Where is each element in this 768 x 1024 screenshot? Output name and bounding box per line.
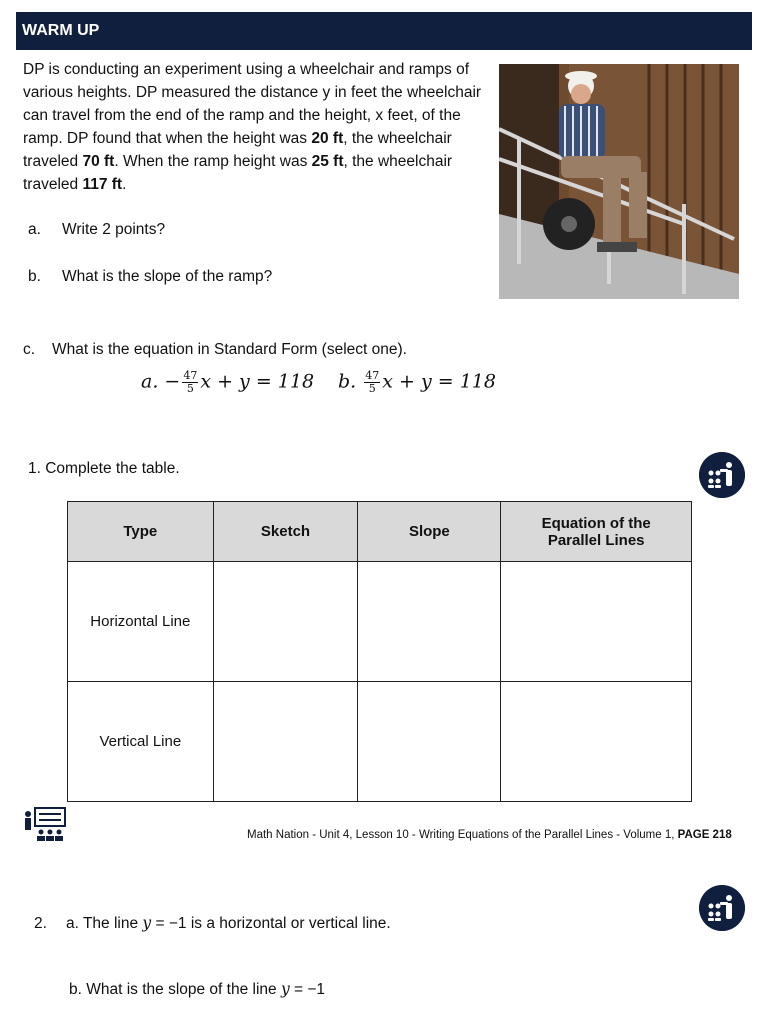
numerator: 47 [365,369,380,382]
question-text: 1. Complete the table. [28,460,180,477]
choice-a[interactable] [141,370,314,395]
intro-text: , the wheelchair traveled [23,130,452,170]
question-number: 2. [34,915,47,932]
choice-sign: − [164,370,181,393]
table-cell-equation[interactable] [501,682,692,802]
fraction [364,370,380,395]
teacher-class-icon [22,806,68,842]
table-cell-slope[interactable] [358,682,501,802]
table-row [68,682,692,802]
table-cell-slope[interactable] [358,562,501,682]
wheelchair-ramp-photo [499,64,739,299]
intro-value: 70 ft [82,153,115,170]
page-footer [247,829,732,841]
table-cell-equation[interactable] [501,562,692,682]
denominator: 5 [368,382,376,395]
table-header: Type [68,502,214,562]
math-variable: y [142,914,152,932]
table-cell-sketch[interactable] [213,562,358,682]
choice-expression: x + y = 118 [382,370,496,393]
question-1 [28,460,180,478]
question-text: Write 2 points? [62,221,166,238]
page-number: PAGE 218 [677,829,732,841]
table-header: Equation of the Parallel Lines [501,502,692,562]
denominator: 5 [186,382,194,395]
question-c [23,341,407,359]
fraction [182,370,198,395]
group-work-icon [699,452,745,498]
intro-text: . [122,176,127,193]
intro-value: 20 ft [311,130,344,147]
choice-label: b. [338,370,357,393]
table-cell-sketch[interactable] [213,682,358,802]
table-header: Sketch [213,502,358,562]
table-header: Slope [358,502,501,562]
table-cell: Horizontal Line [68,562,214,682]
intro-text: . When the ramp height was [114,153,312,170]
math-variable: y [280,980,290,998]
question-text: a. The line [66,915,143,932]
question-b [28,268,272,286]
choice-expression: x + y = 118 [200,370,315,393]
question-a [28,221,165,239]
question-text: What is the equation in Standard Form (select one). [52,341,407,358]
lines-table [67,501,692,802]
intro-paragraph [23,58,485,196]
question-text: b. What is the slope of the line [69,981,281,998]
question-label: c. [23,341,36,358]
table-row [68,562,692,682]
table-cell: Vertical Line [68,682,214,802]
table-header-row [68,502,692,562]
choice-label: a. [141,370,159,393]
question-label: b. [28,268,41,285]
footer-text: Math Nation - Unit 4, Lesson 10 - Writing Equations of the Parallel Lines - Volume 1, [247,829,678,841]
question-label: a. [28,221,41,238]
group-work-icon [699,885,745,931]
numerator: 47 [183,369,198,382]
question-text: = −1 is a horizontal or vertical line. [151,915,391,932]
intro-text: , the wheelchair traveled [23,153,453,193]
intro-text: DP is conducting an experiment using a wheelchair and ramps of various heights. DP measured the distance y in feet the wheelchair can travel from the end of the ramp and the height, x feet, of the ramp. DP found that when the height was [23,61,482,147]
banner-title: WARM UP [22,22,100,39]
intro-value: 117 ft [82,176,123,193]
warm-up-banner [16,12,752,50]
question-2b [69,980,325,999]
question-2a [34,914,391,933]
question-text: = −1 [289,981,326,998]
choice-b[interactable] [338,370,496,395]
intro-value: 25 ft [311,153,344,170]
question-text: What is the slope of the ramp? [62,268,273,285]
